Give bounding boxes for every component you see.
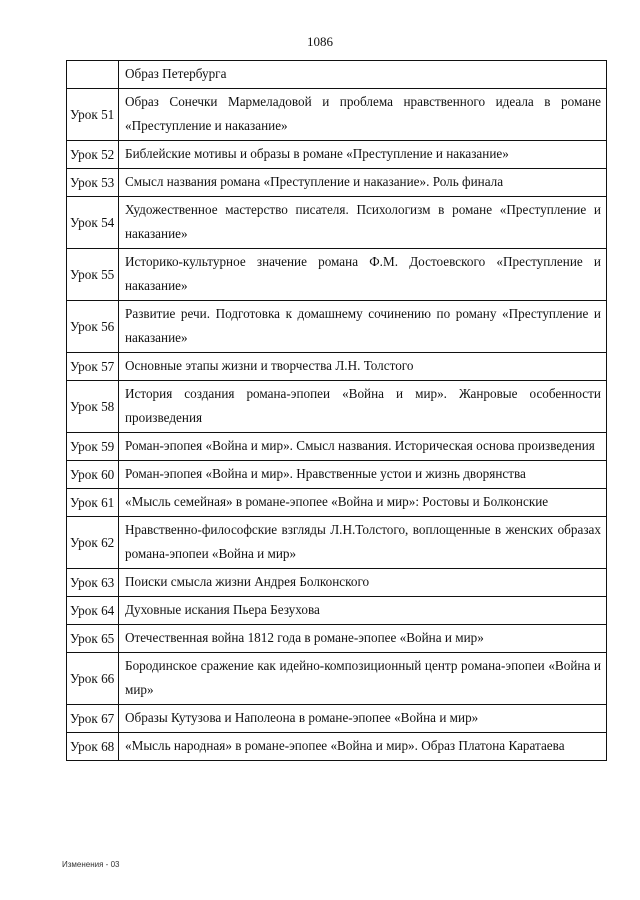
footer-revision-note: Изменения - 03 — [62, 860, 120, 869]
lesson-topic: Роман-эпопея «Война и мир». Смысл названия. Историческая основа произведения — [119, 433, 607, 461]
table-row — [67, 197, 607, 249]
lesson-topic: Отечественная война 1812 года в романе-эпопее «Война и мир» — [119, 625, 607, 653]
lesson-number: Урок 62 — [67, 517, 119, 569]
table-row — [67, 381, 607, 433]
lesson-plan-table — [66, 60, 607, 761]
lesson-number: Урок 54 — [67, 197, 119, 249]
table-row — [67, 433, 607, 461]
lesson-number: Урок 67 — [67, 705, 119, 733]
table-row — [67, 301, 607, 353]
lesson-topic: Развитие речи. Подготовка к домашнему сочинению по роману «Преступление и наказание» — [119, 301, 607, 353]
table-row — [67, 89, 607, 141]
lesson-number: Урок 52 — [67, 141, 119, 169]
lesson-number: Урок 58 — [67, 381, 119, 433]
lesson-number: Урок 55 — [67, 249, 119, 301]
lesson-number — [67, 61, 119, 89]
table-row — [67, 569, 607, 597]
lesson-number: Урок 63 — [67, 569, 119, 597]
lesson-topic: «Мысль народная» в романе-эпопее «Война и мир». Образ Платона Каратаева — [119, 733, 607, 761]
page-number: 1086 — [307, 34, 333, 49]
table-row — [67, 653, 607, 705]
lesson-topic: Образ Сонечки Мармеладовой и проблема нравственного идеала в романе «Преступление и наказание» — [119, 89, 607, 141]
lesson-topic: Смысл названия романа «Преступление и наказание». Роль финала — [119, 169, 607, 197]
table-row — [67, 141, 607, 169]
lesson-number: Урок 64 — [67, 597, 119, 625]
table-row — [67, 169, 607, 197]
table-row — [67, 597, 607, 625]
lesson-number: Урок 53 — [67, 169, 119, 197]
lesson-topic: Поиски смысла жизни Андрея Болконского — [119, 569, 607, 597]
lesson-number: Урок 56 — [67, 301, 119, 353]
lesson-topic: Нравственно-философские взгляды Л.Н.Толстого, воплощенные в женских образах романа-эпопеи «Война и мир» — [119, 517, 607, 569]
lesson-number: Урок 65 — [67, 625, 119, 653]
lesson-topic: Образ Петербурга — [119, 61, 607, 89]
table-row — [67, 353, 607, 381]
lesson-topic: Образы Кутузова и Наполеона в романе-эпопее «Война и мир» — [119, 705, 607, 733]
table-row — [67, 625, 607, 653]
table-row — [67, 705, 607, 733]
lesson-topic: Историко-культурное значение романа Ф.М. Достоевского «Преступление и наказание» — [119, 249, 607, 301]
lesson-number: Урок 57 — [67, 353, 119, 381]
lesson-number: Урок 66 — [67, 653, 119, 705]
table-row — [67, 517, 607, 569]
table-row — [67, 733, 607, 761]
lesson-topic: Основные этапы жизни и творчества Л.Н. Толстого — [119, 353, 607, 381]
lesson-topic: Библейские мотивы и образы в романе «Преступление и наказание» — [119, 141, 607, 169]
table-row — [67, 249, 607, 301]
lesson-topic: Роман-эпопея «Война и мир». Нравственные устои и жизнь дворянства — [119, 461, 607, 489]
lesson-topic: История создания романа-эпопеи «Война и мир». Жанровые особенности произведения — [119, 381, 607, 433]
lesson-topic: Духовные искания Пьера Безухова — [119, 597, 607, 625]
lesson-number: Урок 59 — [67, 433, 119, 461]
table-row — [67, 61, 607, 89]
lesson-number: Урок 68 — [67, 733, 119, 761]
lesson-number: Урок 60 — [67, 461, 119, 489]
table-row — [67, 461, 607, 489]
lesson-topic: Художественное мастерство писателя. Психологизм в романе «Преступление и наказание» — [119, 197, 607, 249]
lesson-topic: «Мысль семейная» в романе-эпопее «Война и мир»: Ростовы и Болконские — [119, 489, 607, 517]
lesson-number: Урок 51 — [67, 89, 119, 141]
lesson-number: Урок 61 — [67, 489, 119, 517]
table-row — [67, 489, 607, 517]
lesson-topic: Бородинское сражение как идейно-композиционный центр романа-эпопеи «Война и мир» — [119, 653, 607, 705]
